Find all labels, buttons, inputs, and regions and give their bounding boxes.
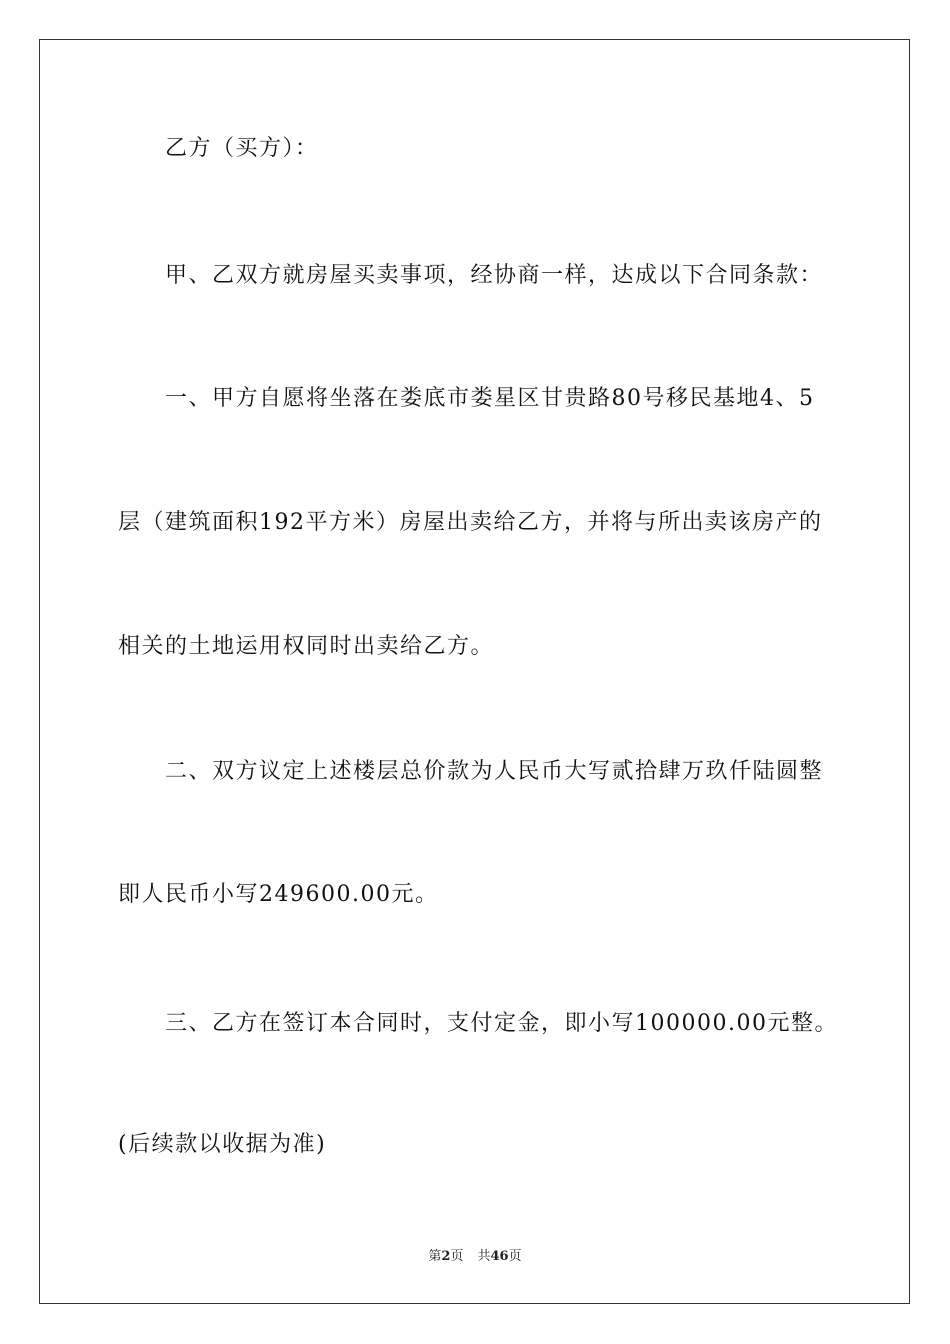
page-footer [0,1248,950,1266]
page-frame [39,39,910,1304]
clause-two-line-1: 二、双方议定上述楼层总价款为人民币大写贰拾肆万玖仟陆圆整 [165,759,824,784]
total-pages: 46 [490,1249,509,1264]
clause-one-line-3: 相关的土地运用权同时出卖给乙方。 [118,634,495,659]
total-suffix: 页 [508,1249,522,1264]
clause-one-line-1: 一、甲方自愿将坐落在娄底市娄星区甘贵路80号移民基地4、5 [165,386,815,411]
receipt-note: (后续款以收据为准) [118,1132,327,1157]
page-number: 2 [441,1249,451,1264]
clause-two-line-2: 即人民币小写249600.00元。 [118,882,439,907]
buyer-label: 乙方（买方）： [165,136,319,161]
total-prefix: 共 [477,1249,491,1264]
page-suffix: 页 [450,1249,464,1264]
clause-three: 三、乙方在签订本合同时，支付定金，即小写100000.00元整。 [165,1011,838,1036]
paragraph-intro: 甲、乙双方就房屋买卖事项，经协商一样，达成以下合同条款： [165,263,824,288]
clause-one-line-2: 层（建筑面积192平方米）房屋出卖给乙方，并将与所出卖该房产的 [118,510,823,535]
page-prefix: 第 [428,1249,442,1264]
